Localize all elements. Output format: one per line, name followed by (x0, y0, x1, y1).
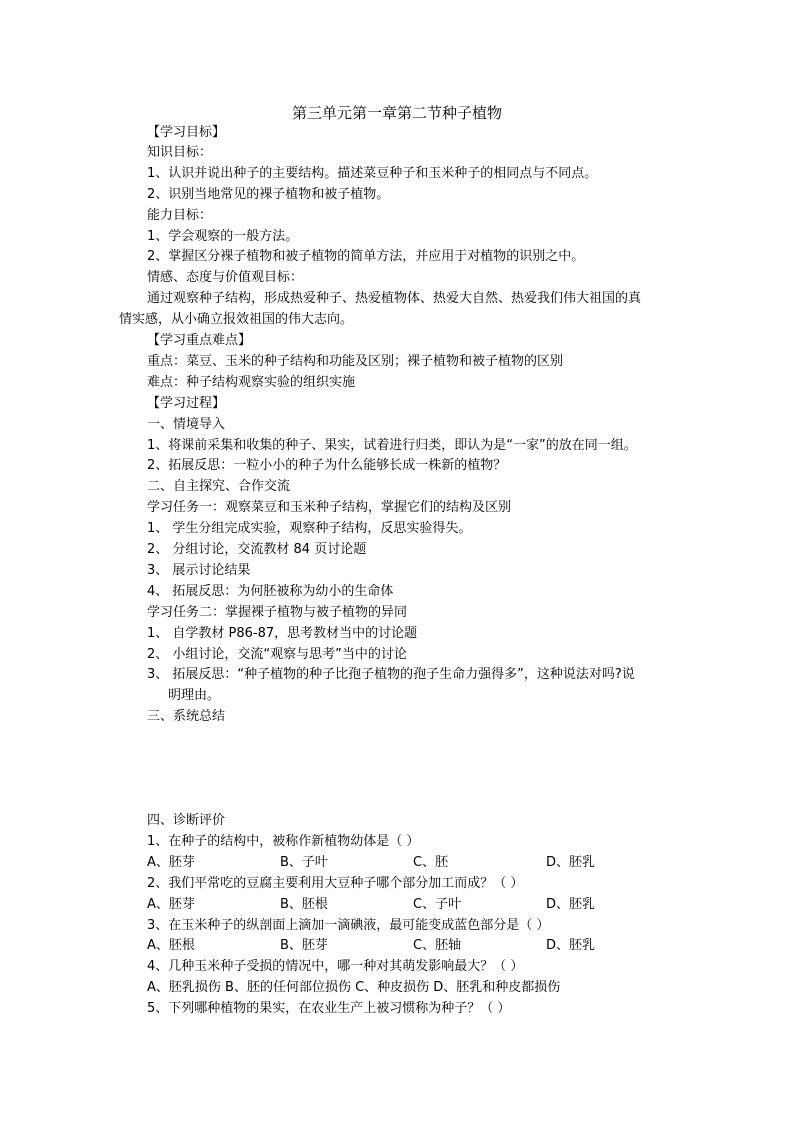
option-b: B、子叶 (280, 855, 328, 870)
section-heading-process: 【学习过程】 (147, 396, 226, 411)
option-c: C、子叶 (413, 897, 462, 912)
question-1-options (147, 853, 667, 873)
text-line: 2、拓展反思：一粒小小的种子为什么能够长成一株新的植物？ (147, 458, 507, 473)
text-line: 难点：种子结构观察实验的组织实施 (147, 375, 356, 390)
text-line: 2、 小组讨论，交流“观察与思考”当中的讨论 (147, 647, 407, 662)
question-3: 3、在玉米种子的纵剖面上滴加一滴碘液，最可能变成蓝色部分是（ ） (147, 918, 550, 933)
option-a: A、胚芽 (147, 855, 195, 870)
question-4: 4、几种玉米种子受损的情况中，哪一种对其萌发影响最大？（ ） (147, 959, 524, 974)
subheading-intro: 一、情境导入 (147, 417, 226, 432)
question-4-options: A、胚乳损伤 B、胚的任何部位损伤 C、种皮损伤 D、胚乳和种皮都损伤 (147, 980, 561, 995)
question-2: 2、我们平常吃的豆腐主要利用大豆种子哪个部分加工而成？（ ） (147, 876, 524, 891)
task-heading-two: 学习任务二：掌握裸子植物与被子植物的异同 (147, 605, 408, 620)
text-line: 3、 拓展反思：“种子植物的种子比孢子植物的孢子生命力强得多”，这种说法对吗?说 (147, 667, 635, 682)
question-2-options (147, 895, 667, 915)
option-c: C、胚 (413, 855, 449, 870)
subheading-explore: 二、自主探究、合作交流 (147, 479, 291, 494)
subheading-evaluation: 四、诊断评价 (147, 813, 226, 828)
text-line: 3、 展示讨论结果 (147, 563, 251, 578)
text-line: 重点：菜豆、玉米的种子结构和功能及区别；裸子植物和被子植物的区别 (147, 354, 564, 369)
text-line: 2、 分组讨论，交流教材 84 页讨论题 (147, 542, 367, 557)
option-d: D、胚乳 (546, 938, 596, 953)
option-c: C、胚轴 (413, 938, 462, 953)
text-line: 1、认识并说出种子的主要结构。描述菜豆种子和玉米种子的相同点与不同点。 (147, 166, 598, 181)
text-line: 2、识别当地常见的裸子植物和被子植物。 (147, 187, 390, 202)
subheading-summary: 三、系统总结 (147, 709, 226, 724)
text-line: 1、 学生分组完成实验，观察种子结构，反思实验得失。 (147, 521, 472, 536)
subheading-knowledge: 知识目标： (147, 145, 213, 160)
task-heading-one: 学习任务一：观察菜豆和玉米种子结构，掌握它们的结构及区别 (147, 500, 512, 515)
question-5: 5、下列哪种植物的果实，在农业生产上被习惯称为种子？（ ） (147, 1001, 511, 1016)
section-heading-keypoints: 【学习重点难点】 (147, 333, 252, 348)
option-d: D、胚乳 (546, 897, 596, 912)
option-d: D、胚乳 (546, 855, 596, 870)
option-a: A、胚芽 (147, 897, 195, 912)
option-b: B、胚芽 (280, 938, 328, 953)
text-line: 通过观察种子结构，形成热爱种子、热爱植物体、热爱大自然、热爱我们伟大祖国的真 (147, 291, 642, 306)
option-b: B、胚根 (280, 897, 328, 912)
subheading-attitude: 情感、态度与价值观目标： (147, 270, 304, 285)
document-title: 第三单元第一章第二节种子植物 (291, 104, 502, 122)
text-line: 2、掌握区分裸子植物和被子植物的简单方法，并应用于对植物的识别之中。 (147, 249, 585, 264)
section-heading-objectives: 【学习目标】 (147, 125, 226, 140)
text-line: 4、 拓展反思：为何胚被称为幼小的生命体 (147, 584, 394, 599)
subheading-ability: 能力目标： (147, 208, 213, 223)
text-line: 明理由。 (168, 688, 221, 703)
question-1: 1、在种子的结构中，被称作新植物幼体是（ ） (147, 834, 420, 849)
text-line: 情实感，从小确立报效祖国的伟大志向。 (119, 312, 354, 327)
option-a: A、胚根 (147, 938, 195, 953)
text-line: 1、 自学教材 P86-87，思考教材当中的讨论题 (147, 626, 418, 641)
text-line: 1、将课前采集和收集的种子、果实，试着进行归类，即认为是“一家”的放在同一组。 (147, 438, 637, 453)
text-line: 1、学会观察的一般方法。 (147, 229, 299, 244)
question-3-options (147, 936, 667, 956)
